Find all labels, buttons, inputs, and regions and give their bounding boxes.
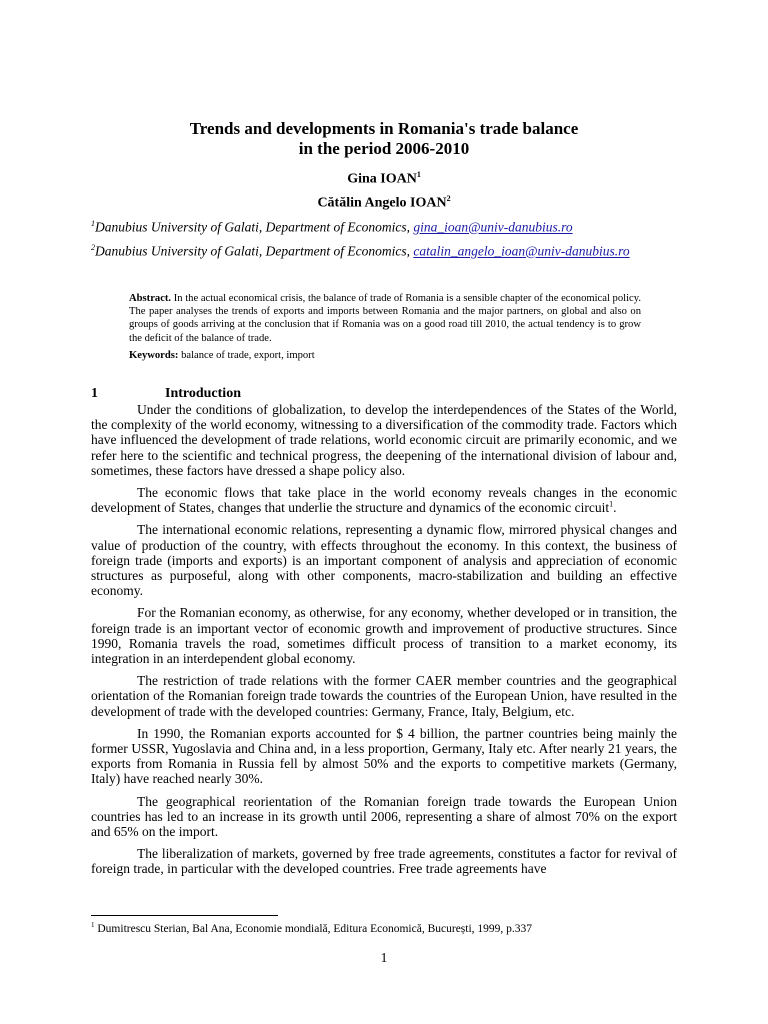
author-1-name: Gina IOAN xyxy=(347,171,417,187)
affiliation-1-email-link[interactable]: gina_ioan@univ-danubius.ro xyxy=(413,219,573,235)
author-2-mark: 2 xyxy=(446,194,451,203)
author-2-name: Cătălin Angelo IOAN xyxy=(317,195,447,211)
section-title: Introduction xyxy=(165,386,241,401)
affiliation-2-email-link[interactable]: catalin_angelo_ioan@univ-danubius.ro xyxy=(413,243,630,259)
paragraph-8: The liberalization of markets, governed by free trade agreements, constitutes a factor for revival of foreign trade, in particular with the developed countries. Free trade agreements have xyxy=(91,846,677,877)
paragraph-2 xyxy=(91,485,677,515)
keywords-label: Keywords: xyxy=(129,350,179,361)
footnote-divider xyxy=(91,915,278,916)
affiliation-1-mark: 1 xyxy=(91,219,95,228)
footnote-1-mark: 1 xyxy=(91,921,95,929)
footnote-ref-1[interactable]: 1 xyxy=(609,499,614,509)
title-line-2: in the period 2006-2010 xyxy=(298,139,470,158)
page-number: 1 xyxy=(380,950,388,965)
affiliation-2-text: Danubius University of Galati, Department of Economics, xyxy=(95,243,414,259)
keywords-text: balance of trade, export, import xyxy=(181,350,315,361)
footnote-1-text: Dumitrescu Sterian, Bal Ana, Economie mondială, Editura Economică, București, 1999, p.337 xyxy=(94,922,533,935)
keywords xyxy=(129,350,315,361)
abstract-label: Abstract. xyxy=(129,293,172,304)
affiliation-2-mark: 2 xyxy=(91,243,95,252)
paper-title xyxy=(0,119,768,159)
title-line-1: Trends and developments in Romania's trade balance xyxy=(189,119,579,138)
affiliation-2 xyxy=(91,243,630,260)
paragraph-3: The international economic relations, representing a dynamic flow, mirrored physical changes and value of production of the country, with effects throughout the economy. In this context, the business of foreign trade (imports and exports) is an important component of analysis and appreciation of economic structures as purposeful, along with other components, macro-stabilization and building an effective economy. xyxy=(91,522,677,599)
section-body xyxy=(91,402,677,884)
abstract xyxy=(129,292,641,345)
affiliation-1-text: Danubius University of Galati, Department of Economics, xyxy=(95,219,414,235)
author-2 xyxy=(0,194,768,212)
author-1-mark: 1 xyxy=(416,170,421,179)
abstract-text: In the actual economical crisis, the balance of trade of Romania is a sensible chapter of the economical policy. The paper analyses the trends of exports and imports between Romania and the major partners, on global and also on groups of goods arriving at the conclusion that if Romania was on a good road till 2010, the actual tendency is to grow the deficit of the balance of trade. xyxy=(129,293,641,344)
section-number: 1 xyxy=(91,386,98,401)
paragraph-5: The restriction of trade relations with the former CAER member countries and the geographical orientation of the Romanian foreign trade towards the countries of the European Union, have resulted in the development of trade with the developed countries: Germany, France, Italy, Belgium, etc. xyxy=(91,673,677,719)
footnote-1 xyxy=(91,921,532,935)
author-1 xyxy=(0,170,768,188)
paragraph-1: Under the conditions of globalization, to develop the interdependences of the States of the World, the complexity of the world economy, witnessing to a diversification of the commodity trade. Factors which have influenced the development of trade relations, world economic circuit are primarily economic, and we refer here to the scientific and technical progress, the deepening of the international division of labour and, sometimes, these factors have dressed a shape policy also. xyxy=(91,402,677,478)
paragraph-7: The geographical reorientation of the Romanian foreign trade towards the European Union countries has led to an increase in its growth until 2006, representing a share of almost 70% on the export and 65% on the import. xyxy=(91,793,677,840)
paragraph-4: For the Romanian economy, as otherwise, for any economy, whether developed or in transition, the foreign trade is an important vector of economic growth and improvement of productive structures. Since 1990, Romania travels the road, sometimes difficult process of transition to a market economy, its integration in an interdependent global economy. xyxy=(91,605,677,667)
affiliation-1 xyxy=(91,219,573,236)
paragraph-2-end: . xyxy=(613,500,617,516)
paragraph-6: In 1990, the Romanian exports accounted for $ 4 billion, the partner countries being mainly the former USSR, Yugoslavia and China and, in a less proportion, Germany, Italy etc. After nearly 21 years, the exports from Romania in Russia fell by almost 50% and the exports to competitive markets (Germany, Italy) have reached nearly 30%. xyxy=(91,725,677,787)
paragraph-2-text: The economic flows that take place in the world economy reveals changes in the economic development of States, changes that underlie the structure and dynamics of the economic circuit xyxy=(91,485,677,516)
